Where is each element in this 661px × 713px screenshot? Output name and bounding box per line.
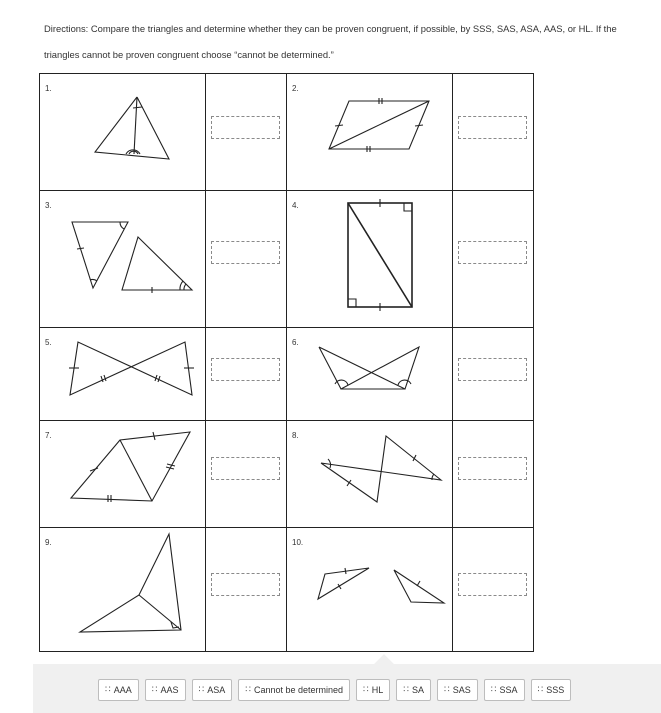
problem-number: 2. — [292, 84, 299, 93]
chip-label: Cannot be determined — [253, 685, 344, 695]
answer-cell-5 — [206, 328, 287, 421]
problem-number: 3. — [45, 201, 52, 210]
answer-chip-cannot-be-determined[interactable] — [238, 679, 350, 701]
drag-handle-icon: ∷ — [363, 685, 368, 695]
chip-label: AAA — [113, 685, 132, 695]
problem-2-cell — [287, 74, 453, 191]
problem-9-figure — [40, 528, 206, 652]
problem-number: 4. — [292, 201, 299, 210]
problem-7-figure — [40, 421, 206, 528]
answer-cell-8 — [453, 421, 534, 528]
answer-cell-2 — [453, 74, 534, 191]
chip-label: ASA — [207, 685, 226, 695]
answer-bank — [33, 664, 661, 713]
answer-cell-9 — [206, 528, 287, 652]
problem-number: 7. — [45, 431, 52, 440]
directions-line-2: triangles cannot be proven congruent choose “cannot be determined.” — [44, 49, 334, 60]
answer-chip-sas[interactable] — [437, 679, 478, 701]
chip-label: HL — [371, 685, 384, 695]
problem-8-figure — [287, 421, 453, 528]
table-row — [40, 528, 534, 652]
answer-drop-zone-8[interactable] — [458, 457, 527, 480]
problem-5-cell — [40, 328, 206, 421]
chip-label: SSS — [546, 685, 565, 695]
problem-6-figure — [287, 328, 453, 421]
answer-drop-zone-9[interactable] — [211, 573, 280, 596]
problem-10-cell — [287, 528, 453, 652]
problem-1-figure — [40, 74, 206, 191]
answer-drop-zone-2[interactable] — [458, 116, 527, 139]
problem-number: 10. — [292, 538, 304, 547]
problem-number: 1. — [45, 84, 52, 93]
answer-drop-zone-6[interactable] — [458, 358, 527, 381]
answer-chip-ssa[interactable] — [484, 679, 525, 701]
directions-line-1: Directions: Compare the triangles and determine whether they can be proven congruent, if possible, by SSS, SAS, ASA, AAS, or HL. If the — [44, 23, 617, 34]
problem-table — [39, 73, 534, 652]
problem-1-cell — [40, 74, 206, 191]
answer-cell-7 — [206, 421, 287, 528]
answer-drop-zone-10[interactable] — [458, 573, 527, 596]
answer-drop-zone-4[interactable] — [458, 241, 527, 264]
answer-chip-sss[interactable] — [531, 679, 572, 701]
answer-bank-pointer — [374, 654, 394, 674]
drag-handle-icon: ∷ — [537, 685, 543, 695]
answer-drop-zone-3[interactable] — [211, 241, 280, 264]
problem-number: 8. — [292, 431, 299, 440]
table-row — [40, 191, 534, 328]
problem-number: 9. — [45, 538, 52, 547]
problem-4-cell — [287, 191, 453, 328]
problem-10-figure — [287, 528, 453, 652]
chip-label: SSA — [499, 685, 518, 695]
drag-handle-icon: ∷ — [403, 685, 409, 695]
answer-drop-zone-5[interactable] — [211, 358, 280, 381]
drag-handle-icon: ∷ — [105, 685, 110, 695]
problem-3-figure — [40, 191, 206, 328]
answer-drop-zone-1[interactable] — [211, 116, 280, 139]
problem-6-cell — [287, 328, 453, 421]
drag-handle-icon: ∷ — [151, 685, 157, 695]
problem-2-figure — [287, 74, 453, 191]
problem-9-cell — [40, 528, 206, 652]
table-row — [40, 74, 534, 191]
drag-handle-icon: ∷ — [490, 685, 496, 695]
problem-number: 5. — [45, 338, 52, 347]
chip-label: SA — [412, 685, 425, 695]
table-row — [40, 328, 534, 421]
table-row — [40, 421, 534, 528]
answer-cell-1 — [206, 74, 287, 191]
problem-3-cell — [40, 191, 206, 328]
answer-cell-4 — [453, 191, 534, 328]
problem-7-cell — [40, 421, 206, 528]
answer-chip-sa[interactable] — [396, 679, 431, 701]
answer-chip-aas[interactable] — [145, 679, 186, 701]
drag-handle-icon: ∷ — [198, 685, 204, 695]
answer-cell-3 — [206, 191, 287, 328]
problem-number: 6. — [292, 338, 299, 347]
answer-drop-zone-7[interactable] — [211, 457, 280, 480]
chip-label: AAS — [160, 685, 179, 695]
answer-chip-hl[interactable] — [356, 679, 390, 701]
problem-8-cell — [287, 421, 453, 528]
drag-handle-icon: ∷ — [444, 685, 449, 695]
problem-5-figure — [40, 328, 206, 421]
answer-chip-asa[interactable] — [192, 679, 233, 701]
drag-handle-icon: ∷ — [245, 685, 250, 695]
problem-4-figure — [287, 191, 453, 328]
answer-cell-6 — [453, 328, 534, 421]
answer-cell-10 — [453, 528, 534, 652]
chip-label: SAS — [452, 685, 471, 695]
directions — [44, 16, 644, 68]
answer-chip-aaa[interactable] — [98, 679, 139, 701]
